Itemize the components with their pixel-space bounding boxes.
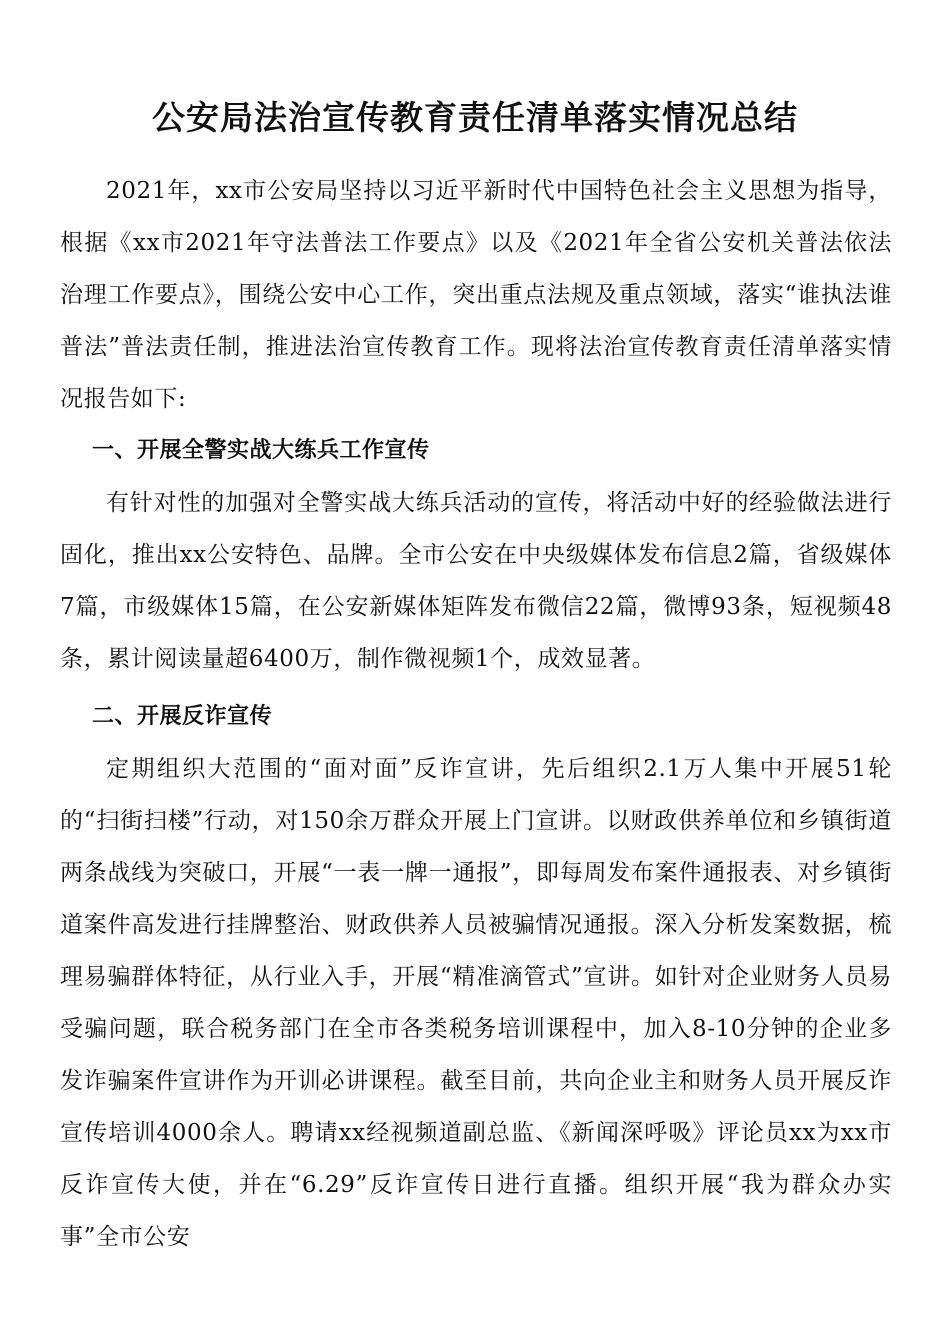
document-title: 公安局法治宣传教育责任清单落实情况总结 bbox=[152, 98, 798, 137]
section-paragraph: 有针对性的加强对全警实战大练兵活动的宣传，将活动中好的经验做法进行固化，推出xx公安特色、品牌。全市公安在中央级媒体发布信息2篇，省级媒体7篇，市级媒体15篇，在公安新媒体矩阵发布微信22篇，微博93条，短视频48条，累计阅读量超6400万，制作微视频1个，成效显著。 bbox=[60, 490, 892, 672]
section-2 bbox=[60, 691, 892, 1263]
section-heading: 一、开展全警实战大练兵工作宣传 bbox=[92, 438, 430, 463]
intro-paragraph: 2021年，xx市公安局坚持以习近平新时代中国特色社会主义思想为指导，根据《xx市2021年守法普法工作要点》以及《2021年全省公安机关普法依法治理工作要点》，围绕公安中心工作，突出重点法规及重点领域，落实“谁执法谁普法”普法责任制，推进法治宣传教育工作。现将法治宣传教育责任清单落实情况报告如下: bbox=[60, 178, 892, 412]
section-heading: 二、开展反诈宣传 bbox=[92, 704, 273, 729]
document-body bbox=[60, 165, 892, 1263]
section-paragraph: 定期组织大范围的“面对面”反诈宣讲，先后组织2.1万人集中开展51轮的“扫街扫楼”行动，对150余万群众开展上门宣讲。以财政供养单位和乡镇街道两条战线为突破口，开展“一表一牌一通报”，即每周发布案件通报表、对乡镇街道案件高发进行挂牌整治、财政供养人员被骗情况通报。深入分析发案数据，梳理易骗群体特征，从行业入手，开展“精准滴管式”宣讲。如针对企业财务人员易受骗问题，联合税务部门在全市各类税务培训课程中，加入8-10分钟的企业多发诈骗案件宣讲作为开训必讲课程。截至目前，共向企业主和财务人员开展反诈宣传培训4000余人。聘请xx经视频道副总监、《新闻深呼吸》评论员xx为xx市反诈宣传大使，并在“6.29”反诈宣传日进行直播。组织开展“我为群众办实事”全市公安 bbox=[60, 756, 892, 1250]
section-1 bbox=[60, 425, 892, 685]
